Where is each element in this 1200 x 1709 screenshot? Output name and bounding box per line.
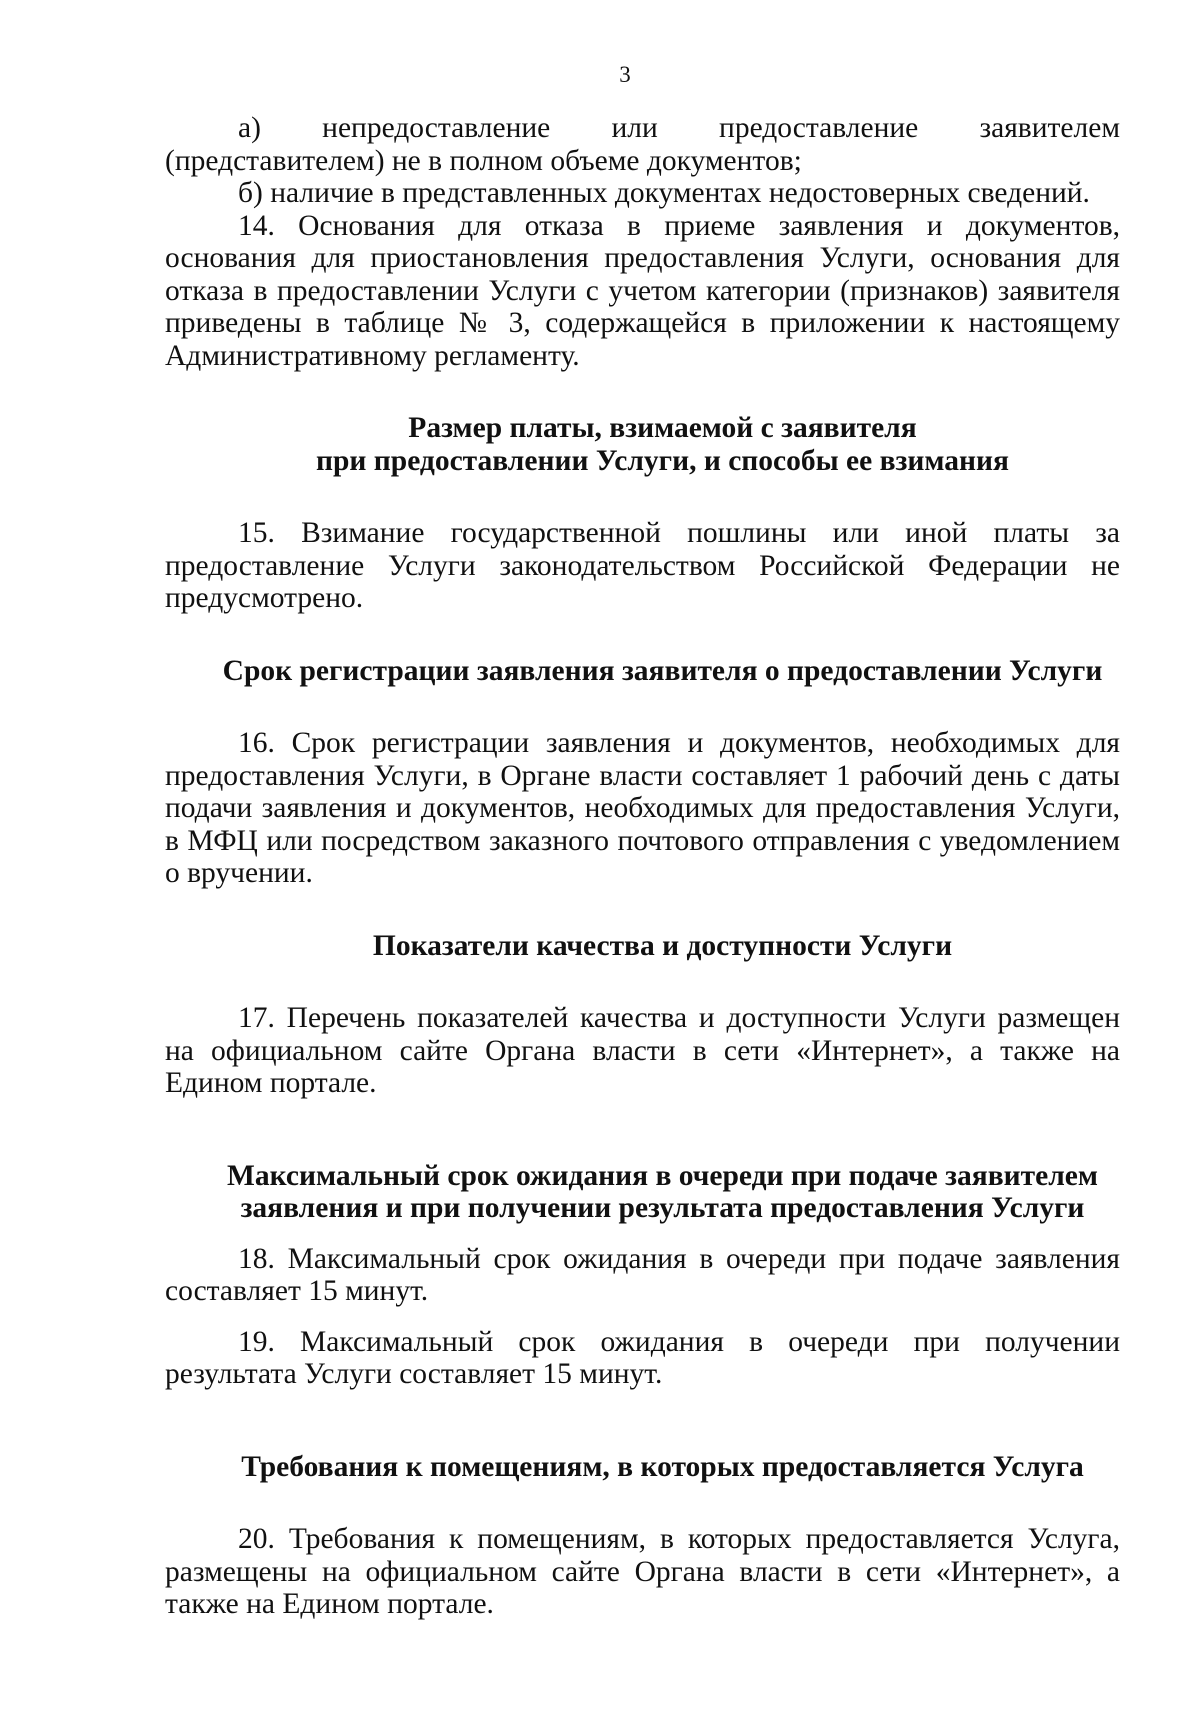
paragraph-17: 17. Перечень показателей качества и доступности Услуги размещен на официальном сайте Органа власти в сети «Интернет», а также на Едином портале. xyxy=(165,1002,1120,1099)
paragraph-b: б) наличие в представленных документах недостоверных сведений. xyxy=(238,177,1090,209)
paragraph-a: а) непредоставление или предоставление заявителем (представителем) не в полном объеме документов; xyxy=(165,112,1120,177)
paragraph-15: 15. Взимание государственной пошлины или иной платы за предоставление Услуги законодательством Российской Федерации не предусмотрено. xyxy=(165,517,1120,614)
heading-premises: Требования к помещениям, в которых предоставляется Услуга xyxy=(241,1450,1084,1483)
heading-registration: Срок регистрации заявления заявителя о предоставлении Услуги xyxy=(222,654,1103,687)
heading-queue xyxy=(165,1160,1120,1225)
heading-queue-line1: Максимальный срок ожидания в очереди при подаче заявителем xyxy=(227,1159,1098,1192)
heading-fee-line1: Размер платы, взимаемой с заявителя xyxy=(408,412,917,444)
paragraph-19: 19. Максимальный срок ожидания в очереди при получении результата Услуги составляет 15 минут. xyxy=(165,1325,1120,1390)
heading-quality: Показатели качества и доступности Услуги xyxy=(372,929,953,962)
document-body xyxy=(165,112,1120,1621)
paragraph-14: 14. Основания для отказа в приеме заявления и документов, основания для приостановления предоставления Услуги, основания для отказа в предоставлении Услуги с учетом категории (признаков) заявителя приведены в таблице № 3, содержащейся в приложении к настоящему Административному регламенту. xyxy=(165,209,1120,372)
paragraph-16: 16. Срок регистрации заявления и документов, необходимых для предоставления Услуги, в Органе власти составляет 1 рабочий день с даты подачи заявления и документов, необходимых для предоставления Услуги, в МФЦ или посредством заказного почтового отправления с уведомлением о вручении. xyxy=(165,727,1120,889)
paragraph-20: 20. Требования к помещениям, в которых предоставляется Услуга, размещены на официальном сайте Органа власти в сети «Интернет», а также на Едином портале. xyxy=(165,1523,1120,1620)
page-number: 3 xyxy=(619,62,631,87)
heading-queue-line2: заявления и при получении результата предоставления Услуги xyxy=(240,1192,1085,1224)
heading-fee xyxy=(165,412,1120,477)
heading-fee-line2: при предоставлении Услуги, и способы ее взимания xyxy=(316,444,1009,477)
paragraph-18: 18. Максимальный срок ожидания в очереди при подаче заявления составляет 15 минут. xyxy=(165,1242,1120,1307)
